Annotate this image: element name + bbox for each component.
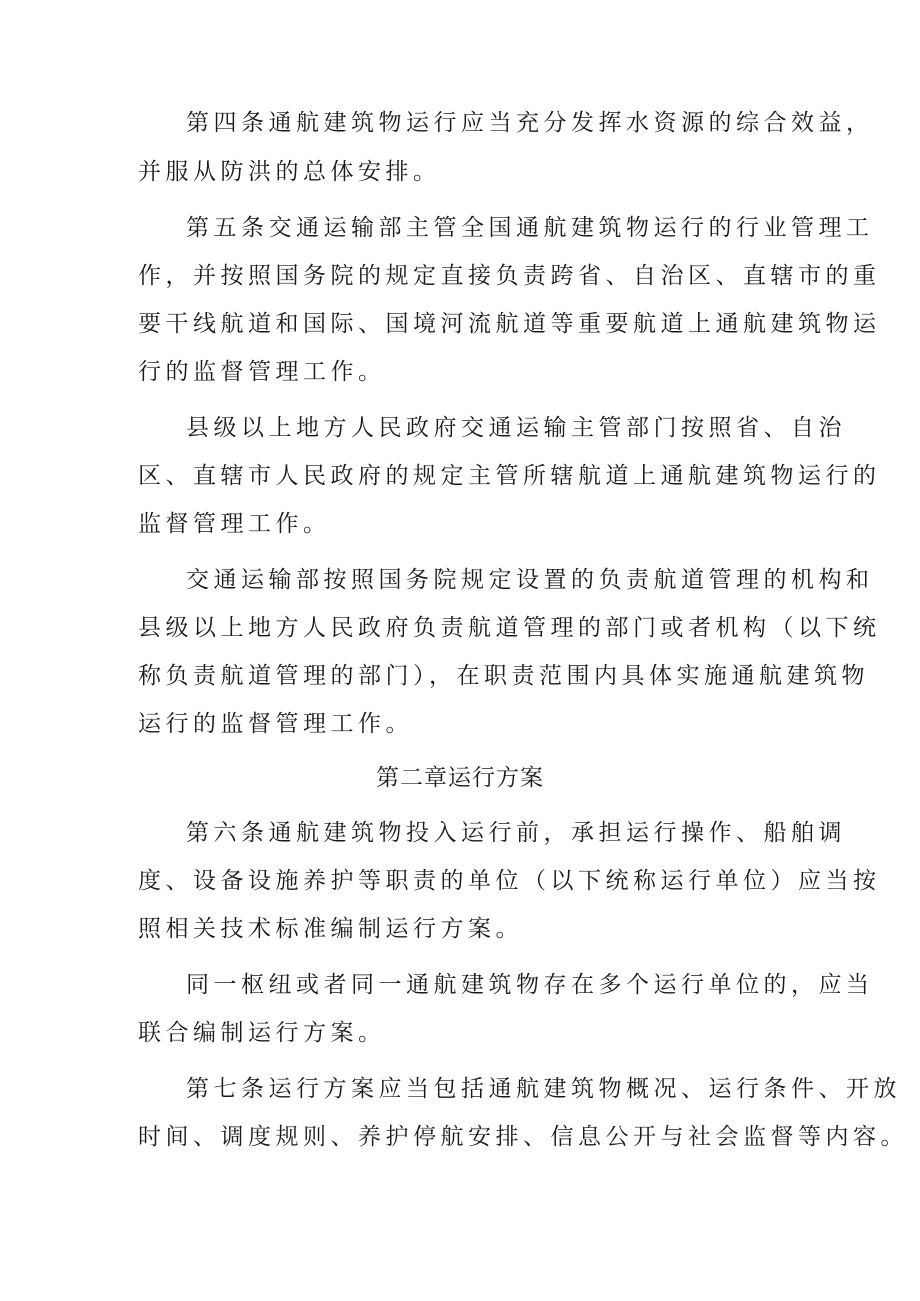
paragraph-local-authority-line-3: 监督管理工作。 [138, 511, 331, 537]
article-5-line-4: 行的监督管理工作。 [138, 359, 386, 385]
article-6-line-3: 照相关技术标准编制运行方案。 [138, 916, 523, 942]
paragraph-waterway-agency-line-1: 交通运输部按照国务院规定设置的负责航道管理的机构和 [186, 567, 874, 593]
article-5-line-3: 要干线航道和国际、国境河流航道等重要航道上通航建筑物运 [138, 311, 881, 337]
article-5-line-2: 作，并按照国务院的规定直接负责跨省、自治区、直辖市的重 [138, 263, 881, 289]
paragraph-local-authority-line-2: 区、直辖市人民政府的规定主管所辖航道上通航建筑物运行的 [138, 463, 881, 489]
article-7-line-1: 第七条运行方案应当包括通航建筑物概况、运行条件、开放 [186, 1076, 901, 1102]
article-6-line-2: 度、设备设施养护等职责的单位（以下统称运行单位）应当按 [138, 868, 881, 894]
paragraph-local-authority-line-1: 县级以上地方人民政府交通运输主管部门按照省、自治 [186, 415, 846, 441]
chapter-heading: 第二章运行方案 [376, 765, 544, 791]
article-4-line-1: 第四条通航建筑物运行应当充分发挥水资源的综合效益， [186, 110, 874, 136]
article-5-line-1: 第五条交通运输部主管全国通航建筑物运行的行业管理工 [186, 215, 874, 241]
paragraph-waterway-agency-line-4: 运行的监督管理工作。 [138, 711, 413, 737]
paragraph-waterway-agency-line-3: 称负责航道管理的部门），在职责范围内具体实施通航建筑物 [138, 663, 869, 689]
article-6-line-1: 第六条通航建筑物投入运行前，承担运行操作、船舶调 [186, 820, 846, 846]
paragraph-joint-plan-line-1: 同一枢纽或者同一通航建筑物存在多个运行单位的，应当 [186, 972, 874, 998]
paragraph-waterway-agency-line-2: 县级以上地方人民政府负责航道管理的部门或者机构（以下统 [138, 615, 881, 641]
paragraph-joint-plan-line-2: 联合编制运行方案。 [138, 1020, 386, 1046]
article-4-line-2: 并服从防洪的总体安排。 [138, 159, 441, 185]
article-7-line-2: 时间、调度规则、养护停航安排、信息公开与社会监督等内容。 [138, 1124, 908, 1150]
